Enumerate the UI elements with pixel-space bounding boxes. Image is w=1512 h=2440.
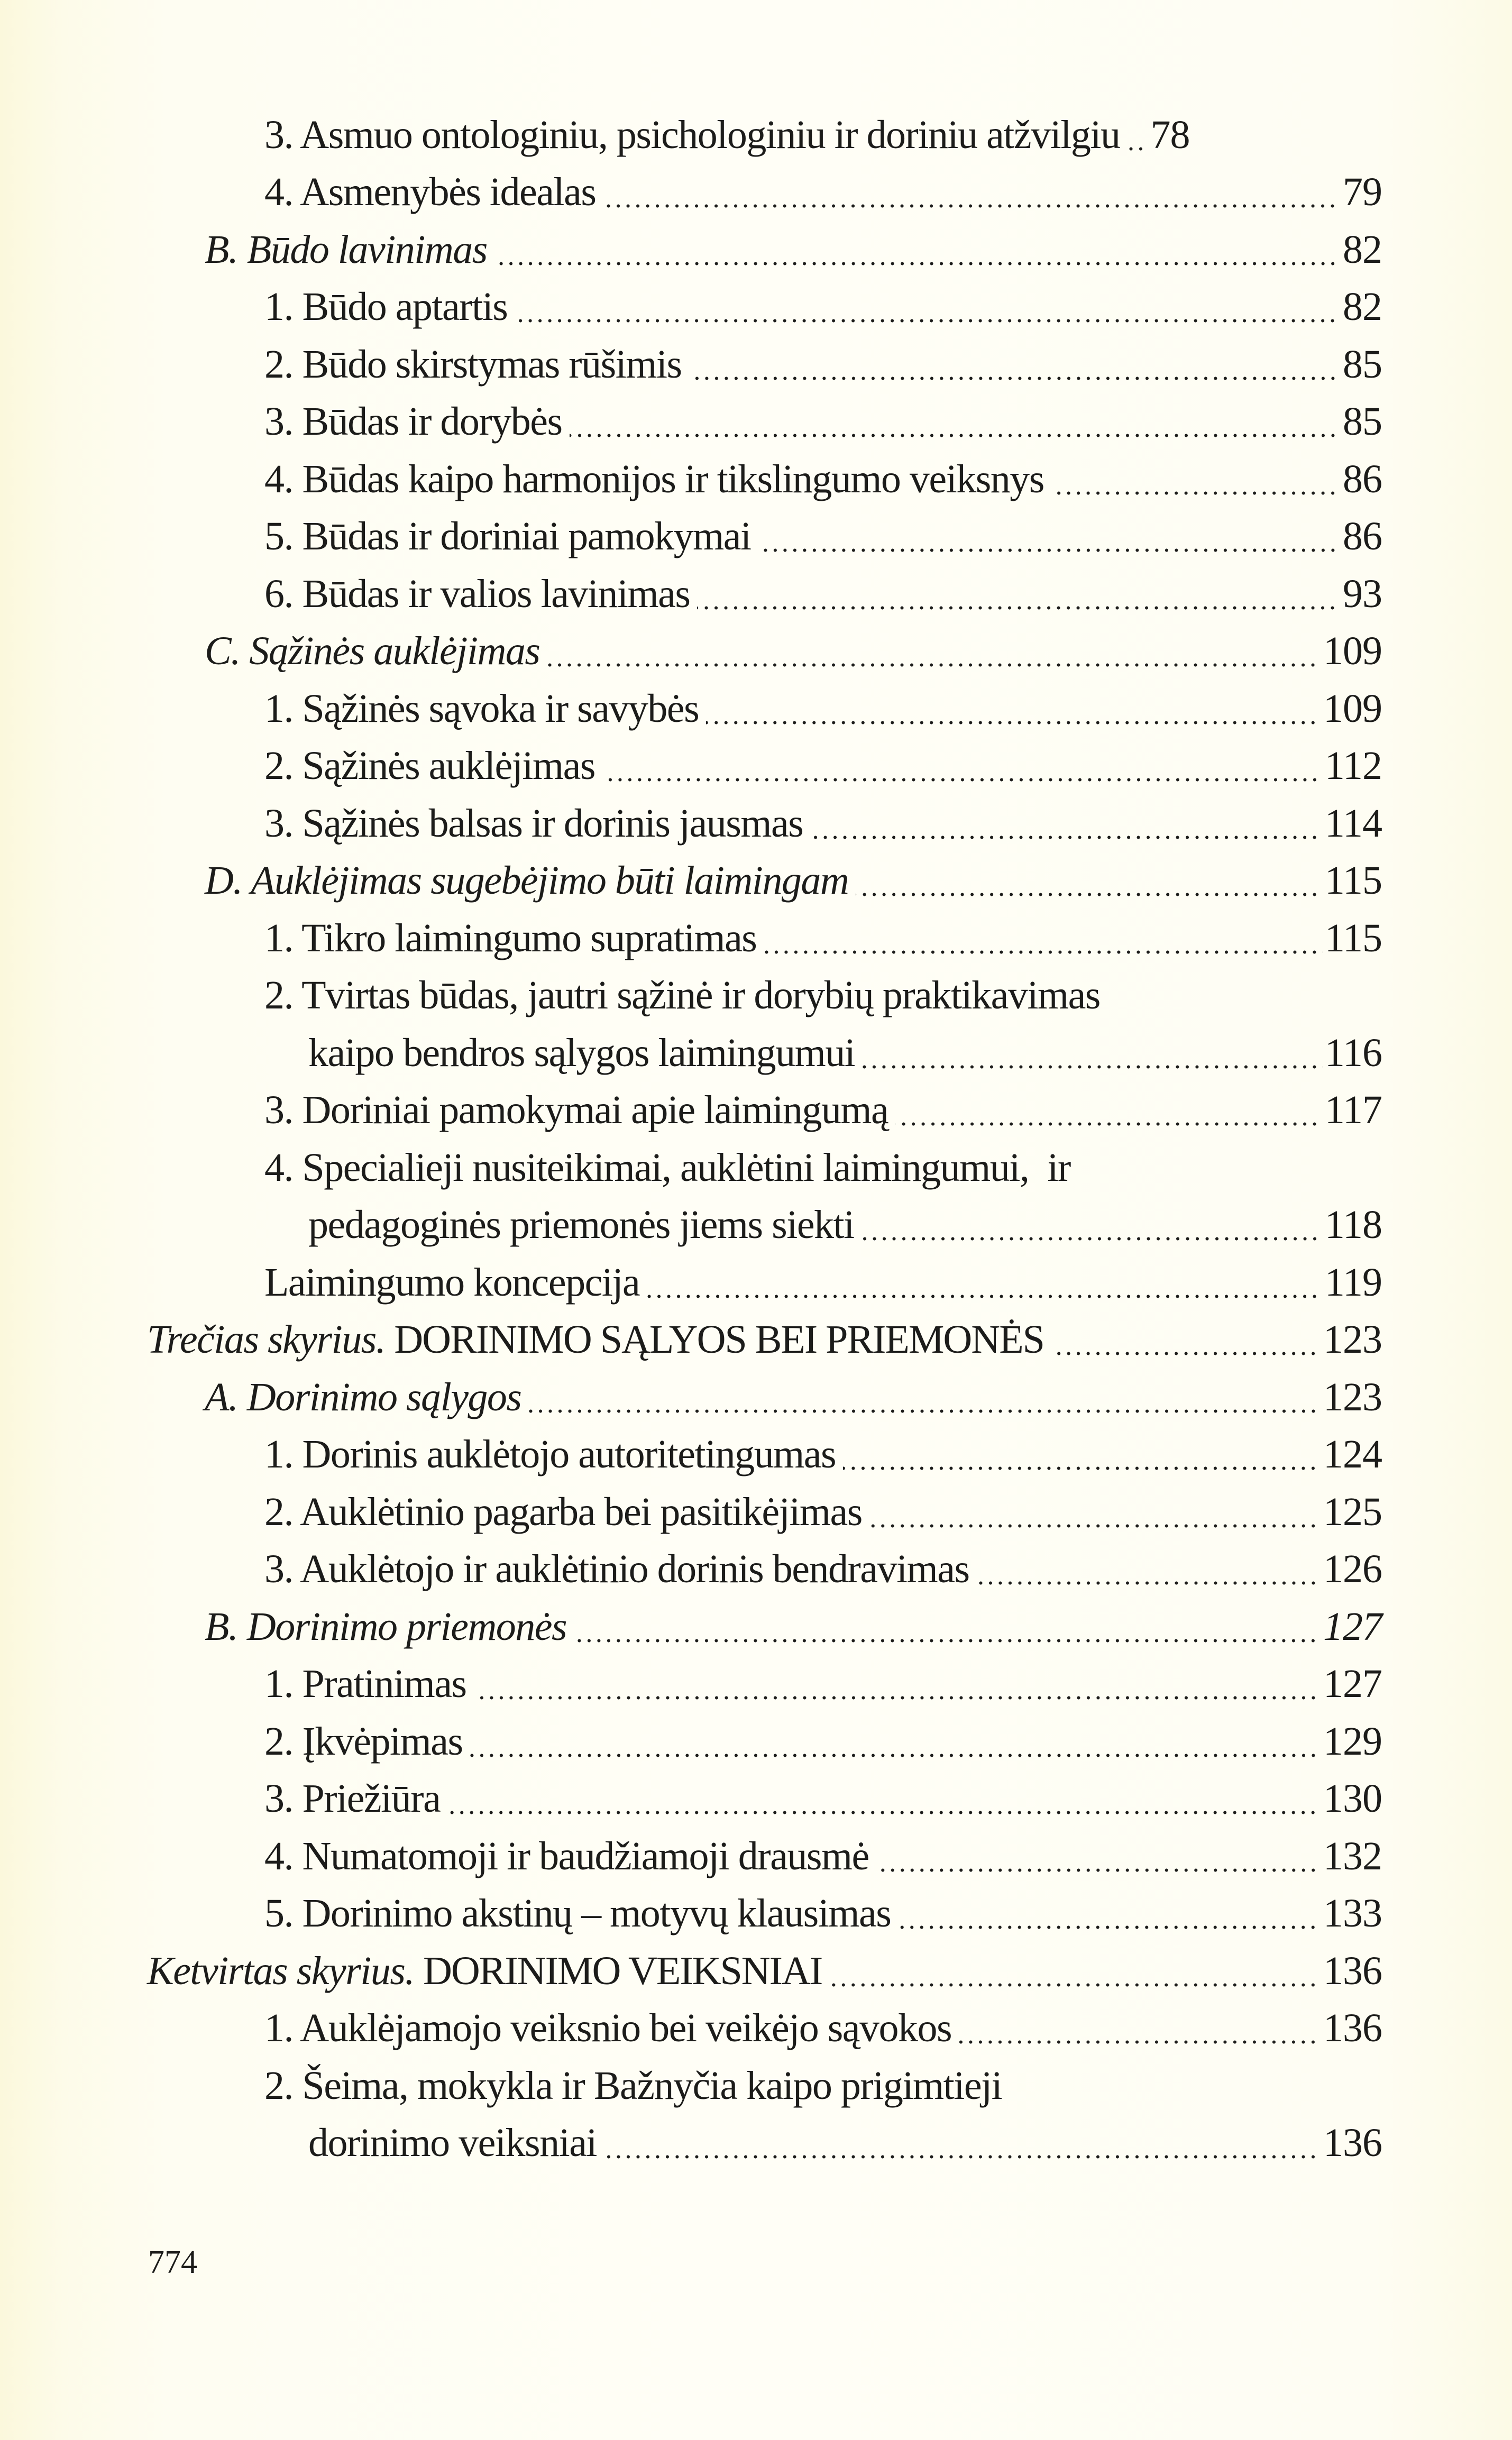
toc-entry-title: 1. Būdo aptartis xyxy=(264,285,508,329)
toc-entry xyxy=(264,1770,1382,1827)
toc-entry-page: 85 xyxy=(1343,399,1382,444)
toc-entry xyxy=(264,1081,1382,1139)
toc-entry-multiline-start xyxy=(264,2057,1002,2114)
toc-entry-multiline-start xyxy=(264,967,1100,1024)
toc-entry-page: 126 xyxy=(1323,1547,1382,1591)
toc-section-entry xyxy=(205,622,1382,680)
dot-leader xyxy=(977,1540,1321,1598)
toc-entry-continuation xyxy=(308,2114,1382,2171)
toc-entry-title: 3. Priežiūra xyxy=(264,1776,441,1821)
toc-entry xyxy=(264,1483,1382,1540)
page-number: 774 xyxy=(148,2244,197,2280)
toc-entry-page: 79 xyxy=(1343,170,1382,214)
toc-chapter-title xyxy=(147,1942,822,1999)
toc-entry xyxy=(264,795,1382,852)
toc-entry xyxy=(264,451,1382,508)
chapter-label: Trečias skyrius. xyxy=(147,1317,386,1362)
toc-entry-title: 3. Būdas ir dorybės xyxy=(264,399,562,444)
toc-entry xyxy=(264,1655,1382,1712)
dot-leader xyxy=(1129,106,1149,163)
toc-entry-page: 123 xyxy=(1323,1375,1382,1419)
toc-entry-title: Laimingumo koncepcija xyxy=(264,1260,640,1305)
toc-entry-page: 116 xyxy=(1324,1031,1382,1075)
toc-entry-page: 129 xyxy=(1323,1719,1382,1764)
toc-entry-title: 2. Įkvėpimas xyxy=(264,1719,463,1764)
dot-leader xyxy=(862,1196,1323,1253)
toc-entry-title: 4. Numatomoji ir baudžiamoji drausmė xyxy=(264,1834,869,1878)
dot-leader xyxy=(856,852,1323,909)
toc-entry-title: 3. Sąžinės balsas ir dorinis jausmas xyxy=(264,801,803,846)
toc-chapter-entry xyxy=(147,1311,1382,1368)
dot-leader xyxy=(603,163,1341,221)
toc-chapter-entry xyxy=(147,1942,1382,1999)
toc-entry-title: 2. Sąžinės auklėjimas xyxy=(264,744,595,788)
dot-leader xyxy=(570,393,1341,450)
toc-entry-page: 114 xyxy=(1324,801,1382,846)
toc-entry-title: 2. Būdo skirstymas rūšimis xyxy=(264,342,682,387)
dot-leader xyxy=(869,1483,1321,1540)
toc-entry-continuation xyxy=(308,1196,1382,1253)
dot-leader xyxy=(515,278,1341,335)
toc-entry-title: 1. Sąžinės sąvoka ir savybės xyxy=(264,686,699,731)
toc-entry-page: 115 xyxy=(1324,916,1382,960)
dot-leader xyxy=(689,336,1341,393)
dot-leader xyxy=(529,1369,1322,1426)
toc-entry-title: 4. Asmenybės idealas xyxy=(264,170,596,214)
toc-section-entry xyxy=(205,1598,1382,1655)
toc-entry-page: 85 xyxy=(1343,342,1382,387)
toc-entry-title: 4. Būdas kaipo harmonijos ir tikslingumo veiksnys xyxy=(264,457,1044,501)
chapter-name: DORINIMO VEIKSNIAI xyxy=(414,1949,822,1993)
dot-leader xyxy=(470,1713,1321,1770)
toc-entry-title: 5. Būdas ir doriniai pamokymai xyxy=(264,514,751,558)
dot-leader xyxy=(647,1254,1323,1311)
dot-leader xyxy=(829,1942,1321,1999)
toc-entry xyxy=(264,1540,1382,1598)
dot-leader xyxy=(898,1885,1321,1942)
dot-leader xyxy=(602,737,1323,794)
toc-entry xyxy=(264,1713,1382,1770)
toc-entry xyxy=(264,278,1382,335)
toc-entry-title: 1. Pratinimas xyxy=(264,1662,466,1706)
toc-entry-continuation xyxy=(308,1024,1382,1081)
toc-entry-title: 1. Dorinis auklėtojo autoritetingumas xyxy=(264,1432,836,1476)
toc-entry-page: 118 xyxy=(1324,1203,1382,1247)
chapter-name: DORINIMO SĄLYOS BEI PRIEMONĖS xyxy=(385,1317,1044,1362)
toc-entry-page: 109 xyxy=(1323,686,1382,731)
toc-entry-title: pedagoginės priemonės jiems siekti xyxy=(308,1203,854,1247)
toc-entry-page: 136 xyxy=(1323,2006,1382,2050)
dot-leader xyxy=(959,1999,1321,2057)
toc-entry xyxy=(264,336,1382,393)
toc-section-title: C. Sąžinės auklėjimas xyxy=(205,629,540,673)
toc-entry xyxy=(264,1254,1382,1311)
toc-entry-page: 109 xyxy=(1323,629,1382,673)
toc-entry-multiline-start xyxy=(264,1139,1070,1196)
toc-entry-page: 132 xyxy=(1323,1834,1382,1878)
toc-entry-page: 86 xyxy=(1343,457,1382,501)
toc-entry-page: 124 xyxy=(1323,1432,1382,1476)
toc-entry xyxy=(264,508,1382,565)
toc-entry-page: 119 xyxy=(1324,1260,1382,1305)
dot-leader xyxy=(494,221,1341,278)
toc-section-title: D. Auklėjimas sugebėjimo būti laimingam xyxy=(205,858,849,903)
toc-entry xyxy=(264,1885,1382,1942)
toc-entry-title: 1. Auklėjamojo veiksnio bei veikėjo sąvokos xyxy=(264,2006,952,2050)
toc-section-title: B. Dorinimo priemonės xyxy=(205,1604,567,1649)
toc-entry-title: 4. Specialieji nusiteikimai, auklėtini laimingumui, ir xyxy=(264,1145,1070,1190)
toc-section-title: B. Būdo lavinimas xyxy=(205,227,487,272)
toc-entry-title: 3. Doriniai pamokymai apie laimingumą xyxy=(264,1088,888,1132)
toc-entry xyxy=(264,680,1382,737)
toc-entry-page: 136 xyxy=(1323,1949,1382,1993)
dot-leader xyxy=(764,910,1322,967)
toc-entry xyxy=(264,163,1382,221)
toc-entry xyxy=(264,565,1382,622)
dot-leader xyxy=(697,565,1341,622)
dot-leader xyxy=(706,680,1321,737)
dot-leader xyxy=(547,622,1321,680)
toc-entry-title: 2. Auklėtinio pagarba bei pasitikėjimas xyxy=(264,1490,862,1534)
toc-entry xyxy=(264,106,1382,163)
toc-entry xyxy=(264,393,1382,450)
toc-entry xyxy=(264,1999,1382,2057)
toc-entry-page: 82 xyxy=(1343,285,1382,329)
dot-leader xyxy=(876,1828,1321,1885)
toc-entry-page: 127 xyxy=(1323,1662,1382,1706)
dot-leader xyxy=(758,508,1341,565)
dot-leader xyxy=(843,1426,1321,1483)
toc-section-title: A. Dorinimo sąlygos xyxy=(205,1375,521,1419)
toc-entry-title: kaipo bendros sąlygos laimingumui xyxy=(308,1031,855,1075)
toc-entry-title: 3. Auklėtojo ir auklėtinio dorinis bendravimas xyxy=(264,1547,969,1591)
toc-entry-page: 123 xyxy=(1323,1317,1382,1362)
toc-entry-page: 112 xyxy=(1324,744,1382,788)
toc-entry-page: 117 xyxy=(1324,1088,1382,1132)
toc-entry-page: 136 xyxy=(1323,2121,1382,2165)
dot-leader xyxy=(862,1024,1322,1081)
toc-entry-page: 93 xyxy=(1343,572,1382,616)
toc-entry xyxy=(264,737,1382,794)
toc-entry-title: dorinimo veiksniai xyxy=(308,2121,597,2165)
toc-entry-title: 2. Tvirtas būdas, jautri sąžinė ir dorybių praktikavimas xyxy=(264,973,1100,1017)
dot-leader xyxy=(895,1081,1323,1139)
chapter-label: Ketvirtas skyrius. xyxy=(147,1949,414,1993)
toc-chapter-title xyxy=(147,1311,1044,1368)
toc-section-entry xyxy=(205,221,1382,278)
dot-leader xyxy=(1051,451,1341,508)
dot-leader xyxy=(810,795,1323,852)
toc-entry-title: 6. Būdas ir valios lavinimas xyxy=(264,572,690,616)
dot-leader xyxy=(447,1770,1321,1827)
toc-section-entry xyxy=(205,1369,1382,1426)
toc-entry-page: 115 xyxy=(1324,858,1382,903)
toc-entry-page: 130 xyxy=(1323,1776,1382,1821)
toc-entry-title: 3. Asmuo ontologiniu, psichologiniu ir doriniu atžvilgiu xyxy=(264,113,1120,157)
toc-entry-title: 1. Tikro laimingumo supratimas xyxy=(264,916,757,960)
toc-entry-page: 78 xyxy=(1150,113,1190,157)
toc-entry-title: 5. Dorinimo akstinų – motyvų klausimas xyxy=(264,1891,891,1936)
dot-leader xyxy=(604,2114,1321,2171)
toc-entry-page: 125 xyxy=(1323,1490,1382,1534)
toc-entry xyxy=(264,1426,1382,1483)
dot-leader xyxy=(1051,1311,1321,1368)
dot-leader xyxy=(474,1655,1321,1712)
toc-entry xyxy=(264,1828,1382,1885)
toc-entry-page: 133 xyxy=(1323,1891,1382,1936)
toc-section-entry xyxy=(205,852,1382,909)
toc-entry-page: 86 xyxy=(1343,514,1382,558)
toc-entry xyxy=(264,910,1382,967)
toc-entry-page: 82 xyxy=(1343,227,1382,272)
toc-entry-title: 2. Šeima, mokykla ir Bažnyčia kaipo prigimtieji xyxy=(264,2063,1002,2108)
toc-entry-page: 127 xyxy=(1323,1604,1382,1649)
dot-leader xyxy=(574,1598,1321,1655)
